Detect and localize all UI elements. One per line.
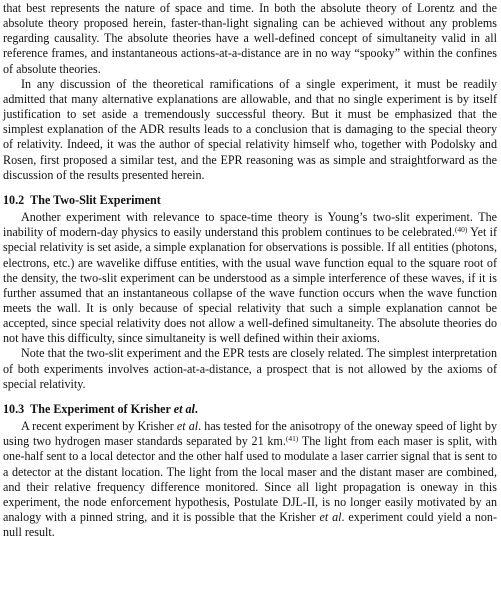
section-title <box>30 402 198 416</box>
section-heading-two-slit <box>3 193 497 208</box>
text-run: that best represents the nature of space and time. In both the absolute theory of Lorentz and the absolute theory proposed herein, faster-than-light signaling can be achieved without any problems regarding causality. The absolute theories have a well-defined concept of simultaneity valid in all reference frames, and instantaneous actions-at-a-distance are in no way “spooky” within the confines of absolute theories. <box>3 1 497 76</box>
paragraph <box>3 210 497 346</box>
text-run: . has tested for the anisotropy of the oneway speed of light by using two hydrogen maser standards separated by 21 km. <box>3 419 498 449</box>
italic-text: et al <box>173 401 195 416</box>
italic-text: et al <box>176 419 199 434</box>
citation-marker: (41) <box>285 434 299 444</box>
paragraph <box>3 1 497 77</box>
text-run: Note that the two-slit experiment and the EPR tests are closely related. The simplest interpretation of both experiments involves action-at-a-distance, a prospect that is not allowed by the axioms of special relativity. <box>3 346 497 391</box>
text-run: The Two-Slit Experiment <box>30 192 161 207</box>
paragraph <box>3 346 497 391</box>
paragraph <box>3 419 497 540</box>
section-title <box>30 193 161 207</box>
citation-marker: (40) <box>454 225 468 235</box>
section-number: 10.3 <box>3 401 25 416</box>
section-heading-krisher <box>3 402 497 417</box>
text-run: . <box>194 401 198 416</box>
text-run: The light from each maser is split, with one-half sent to a local detector and the other half used to modulate a laser carrier signal that is sent to a detector at the distant location. The light from the local maser and the distant maser are combined, and their relative frequency difference monitored. Since all light propagation is oneway in this experiment, the node enforcement hypothesis, Postulate DJL-II, is no longer easily motivated by an analogy with a pinned string, and it is possible that the Krisher <box>3 434 497 524</box>
document-page <box>3 1 497 540</box>
italic-text: et al <box>319 510 342 524</box>
text-run: A recent experiment by Krisher <box>21 419 177 434</box>
section-krisher-body <box>3 419 497 540</box>
text-run: The Experiment of Krisher <box>30 401 174 416</box>
text-run: Another experiment with relevance to space-time theory is Young’s two-slit experiment. The inability of modern-day physics to easily understand this problem continues to be celebrated. <box>3 210 497 240</box>
text-run: Yet if special relativity is set aside, a simple explanation for observations is possible. If all entities (photons, electrons, etc.) are wavelike diffuse entities, with the usual wave function equal to the square root of the density, the two-slit experiment can be understood as a simple interference of these waves, if it is further assumed that an instantaneous collapse of the wave function occurs when the wave function meets the wall. It is only because of special relativity that such a simple explanation cannot be accepted, since special relativity does not allow a well-defined simultaneity. The absolute theories do not have this difficulty, since simultaneity is well defined within their axioms. <box>3 225 497 346</box>
text-run: . experiment could yield a non-null result. <box>3 510 497 540</box>
paragraph <box>3 77 497 183</box>
intro-block <box>3 1 497 183</box>
section-number: 10.2 <box>3 192 25 207</box>
section-two-slit-body <box>3 210 497 392</box>
text-run: In any discussion of the theoretical ramifications of a single experiment, it must be readily admitted that many alternative explanations are allowable, and that no single experiment is by itself justification to set aside a tremendously successful theory. But it must be emphasized that the simplest explanation of the ADR results leads to a conclusion that is damaging to the special theory of relativity. Indeed, it was the author of special relativity himself who, together with Podolsky and Rosen, first proposed a similar test, and the EPR reasoning was as simple and straightforward as the discussion of the results presented herein. <box>3 76 497 182</box>
